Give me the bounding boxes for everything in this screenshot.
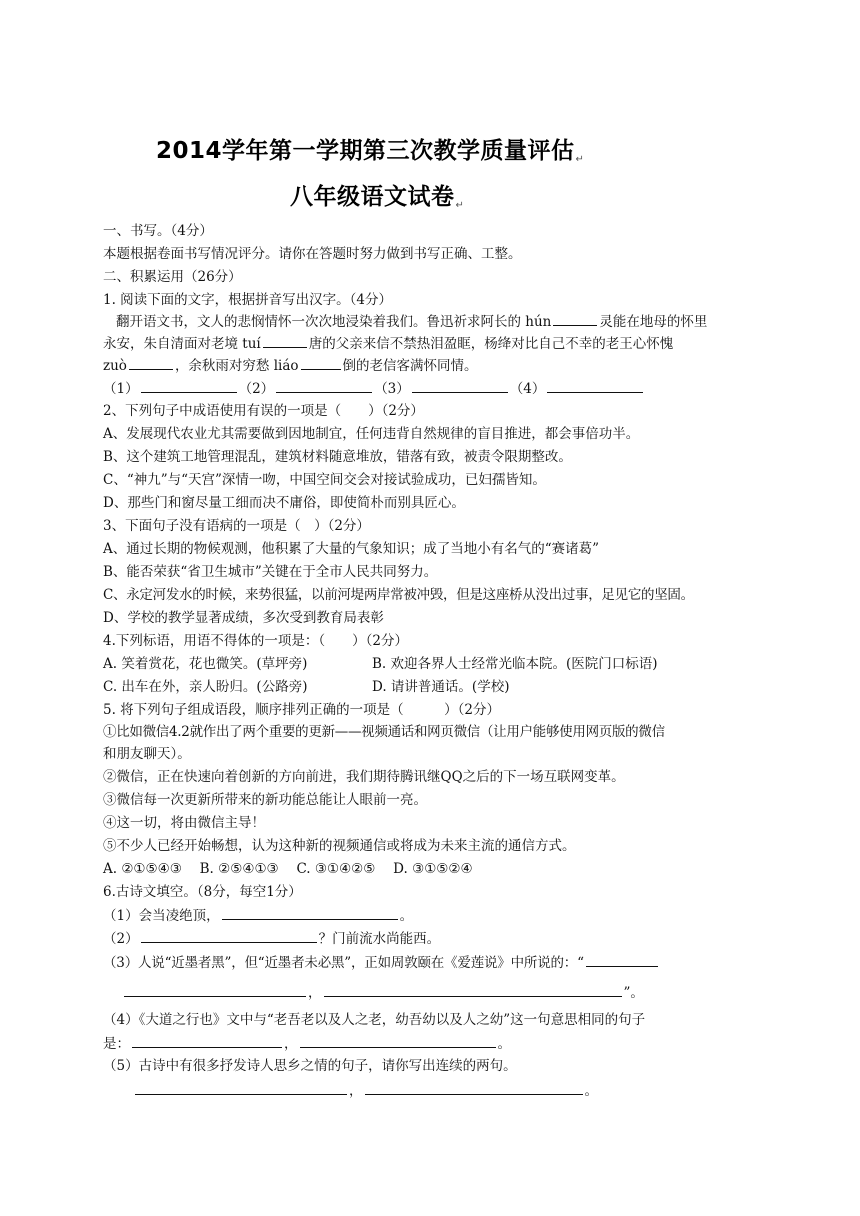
answer-blank-3[interactable] [412,379,508,393]
answer-blank-1[interactable] [141,379,237,393]
answer-blank[interactable] [300,1034,496,1048]
q1-passage-line-2: 永安，朱自清面对老境 tuí 唐的父亲来信不禁热泪盈眶，杨绛对比自己不幸的老王心怀愧 [103,336,674,352]
q3-option-c: C、永定河发水的时候，来势很猛，以前河堤两岸常被冲毁，但是这座桥从没出过事，足见它的坚固。 [103,587,694,603]
q4-option-c: C. 出车在外，亲人盼归。(公路旁) [103,679,308,695]
q4-option-d: D. 请讲普通话。(学校) [372,679,510,695]
answer-blank[interactable] [141,929,317,943]
question-3: 3、下面句子没有语病的一项是（ ）（2分） [103,518,370,534]
q5-sentence-1: ①比如微信4.2就作出了两个重要的更新——视频通话和网页微信（让用户能够使用网页版的微信 [103,724,665,740]
blank [301,356,341,370]
q2-option-d: D、那些门和窗尽量工细而决不庸俗，即使简朴而别具匠心。 [103,495,465,511]
q3-option-a: A、通过长期的物候观测，他积累了大量的气象知识；成了当地小有名气的“赛诸葛” [103,541,600,557]
question-5: 5. 将下列句子组成语段，顺序排列正确的一项是（ ）（2分） [103,702,501,718]
q6-item-1: （1）会当凌绝顶， 。 [103,908,414,924]
q2-option-a: A、发展现代农业尤其需要做到因地制宜，任何违背自然规律的盲目推进，都会事倍功半。 [103,426,640,442]
q5-sentence-3: ③微信每一次更新所带来的新功能总能让人眼前一亮。 [103,792,427,808]
answer-blank[interactable] [132,1034,282,1048]
q6-item-3: （3）人说“近墨者黑”，但“近墨者未必黑”，正如周敦颐在《爱莲说》中所说的：“ [103,953,660,972]
q6-item-3-cont: ， ”。 [122,983,644,1002]
answer-blank[interactable] [135,1081,347,1095]
exam-title: 2014学年第一学期第三次教学质量评估↵ [156,138,585,165]
q6-item-5: （5）古诗中有很多抒发诗人思乡之情的句子，请你写出连续的两句。 [103,1058,517,1074]
q4-option-b: B. 欢迎各界人士经常光临本院。(医院门口标语) [372,656,658,672]
q1-passage-line-3: zuò ，余秋雨对穷愁 liáo 倒的老信客满怀同情。 [103,358,478,374]
q2-option-b: B、这个建筑工地管理混乱，建筑材料随意堆放，错落有致，被责令限期整改。 [103,449,572,465]
q5-sentence-5: ⑤不少人已经开始畅想，认为这种新的视频通信或将成为未来主流的通信方式。 [103,838,576,854]
question-2: 2、下列句子中成语使用有误的一项是（ ）（2分） [103,403,424,419]
q5-options: A. ②①⑤④③ B. ②⑤④①③ C. ③①④②⑤ D. ③①⑤②④ [103,861,473,877]
q5-sentence-4: ④这一切，将由微信主导！ [103,815,265,831]
q4-option-a: A. 笑着赏花，花也微笑。(草坪旁) [103,656,308,672]
section-2-heading: 二、积累运用（26分） [103,269,242,285]
question-4: 4.下列标语，用语不得体的一项是：（ ）（2分） [103,633,408,649]
answer-blank-2[interactable] [276,379,372,393]
q1-answer-blanks: （1） （2） （3） （4） [103,379,645,398]
answer-blank[interactable] [222,906,398,920]
section-1-heading: 一、书写。（4分） [103,223,213,239]
answer-blank-4[interactable] [547,379,643,393]
question-1: 1. 阅读下面的文字，根据拼音写出汉字。（4分） [103,292,393,308]
blank [553,312,597,326]
q6-item-5-cont: ， 。 [133,1081,598,1100]
answer-blank[interactable] [324,983,622,997]
q1-passage-line-1: 翻开语文书，文人的悲悯情怀一次次地浸染着我们。鲁迅祈求阿长的 hún 灵能在地母的怀里 [116,314,708,330]
q6-item-4: （4）《大道之行也》文中与“老吾老以及人之老，幼吾幼以及人之幼”这一句意思相同的句子 [103,1012,646,1028]
return-mark: ↵ [455,200,465,211]
q2-option-c: C、“神九”与“天宫”深情一吻，中国空间交会对接试验成功，已妇孺皆知。 [103,472,546,488]
return-mark: ↵ [575,154,585,165]
q4-options-cd [103,678,510,696]
q5-sentence-2: ②微信，正在快速向着创新的方向前进，我们期待腾讯继QQ之后的下一场互联网变革。 [103,769,625,785]
q3-option-b: B、能否荣获“省卫生城市”关键在于全市人民共同努力。 [103,564,438,580]
answer-blank[interactable] [124,983,306,997]
q5-sentence-1-cont: 和朋友聊天）。 [103,746,191,762]
q6-item-4-cont: 是： ， 。 [103,1036,511,1052]
q6-item-2: （2） ？门前流水尚能西。 [103,931,441,947]
q3-option-d: D、学校的教学显著成绩，多次受到教育局表彰 [103,610,384,626]
blank [263,334,307,348]
question-6: 6.古诗文填空。（8分，每空1分） [103,884,302,900]
answer-blank[interactable] [365,1081,583,1095]
q4-options-ab [103,655,658,673]
answer-blank[interactable] [586,953,658,967]
blank [129,356,173,370]
exam-subtitle: 八年级语文试卷↵ [290,184,465,211]
section-1-text: 本题根据卷面书写情况评分。请你在答题时努力做到书写正确、工整。 [103,246,522,262]
